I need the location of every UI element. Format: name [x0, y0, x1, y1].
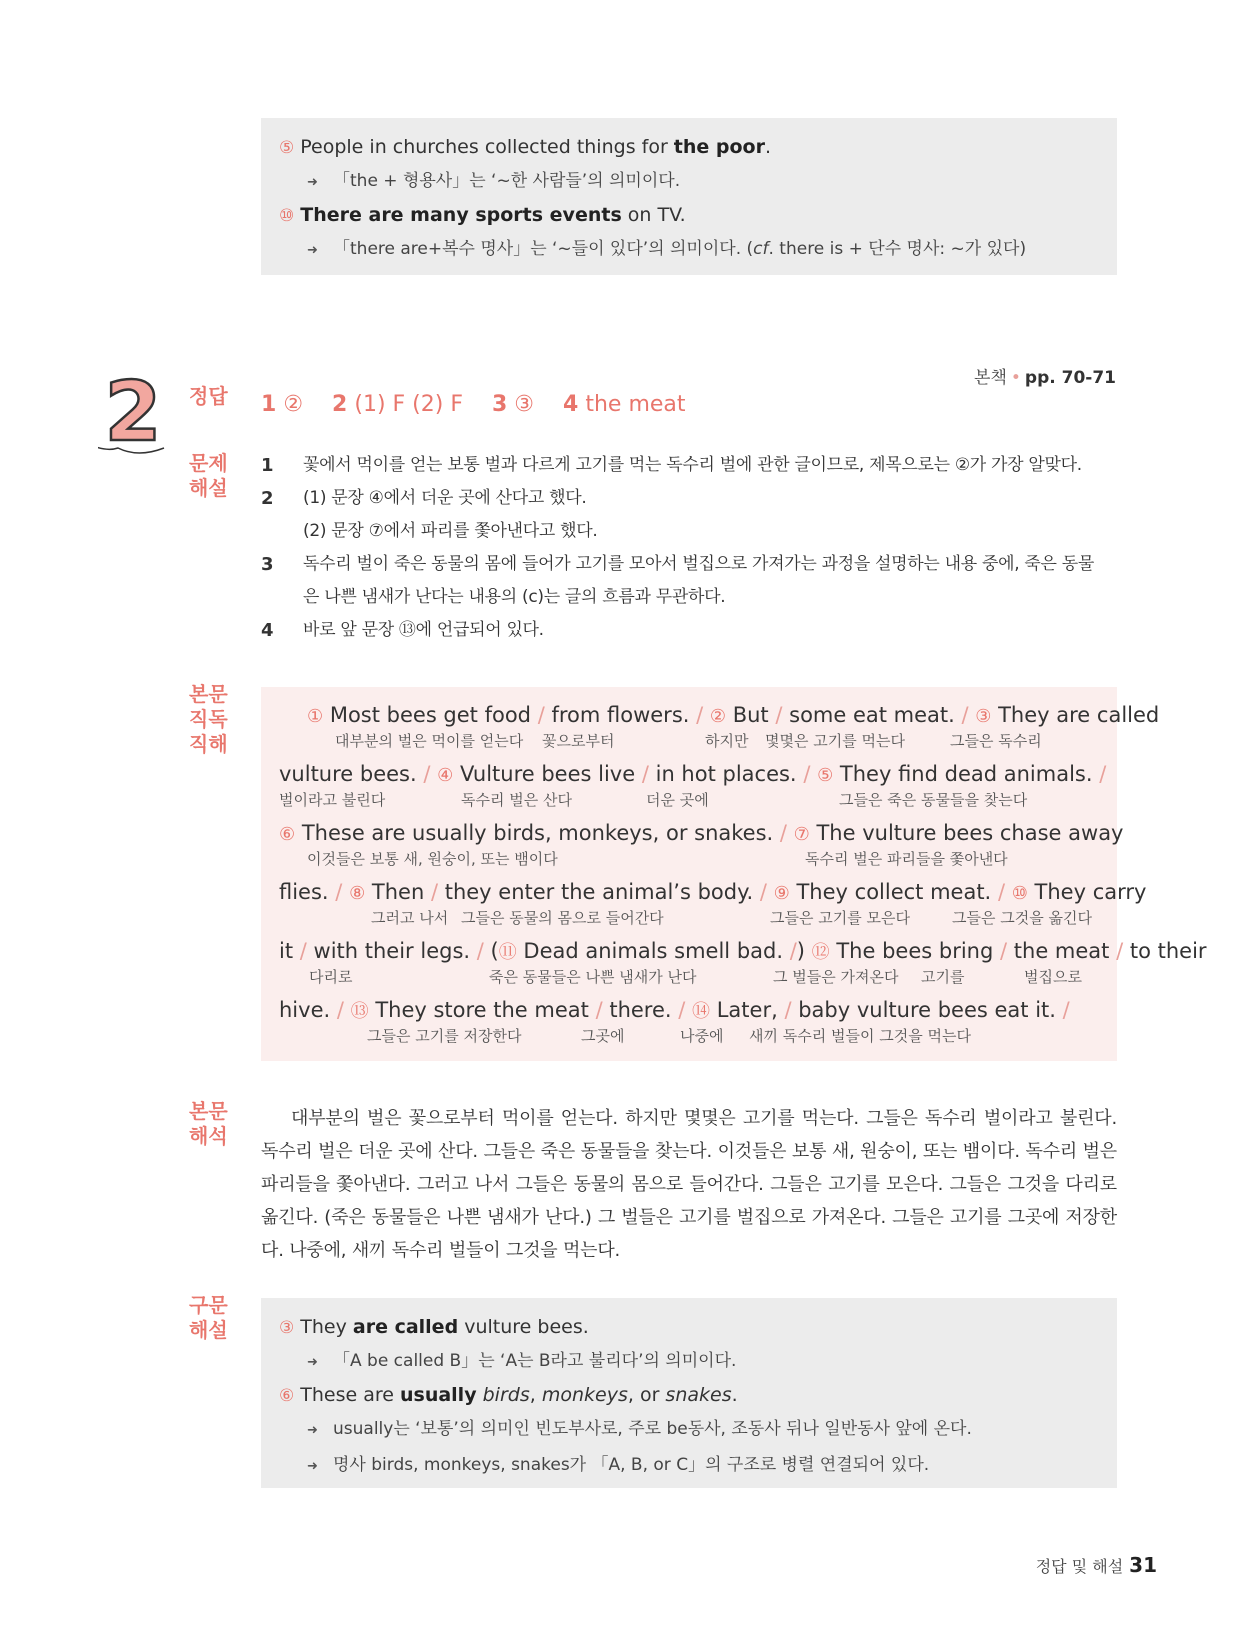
answer-label: 정답	[189, 384, 228, 408]
reading-line: vulture bees. / ④ Vulture bees live / in hot places. / ⑤ They find dead animals. / 벌이라고 불린다 독수리 벌은 산다 더운 곳에 그들은 죽은 동물들을 찾는다	[279, 762, 1107, 809]
reading-line: ⑥ These are usually birds, monkeys, or snakes. / ⑦ The vulture bees chase away 이것들은 보통 새, 원숭이, 또는 뱀이다 독수리 벌은 파리들을 쫓아낸다	[279, 821, 1124, 868]
answer-row	[261, 392, 708, 417]
arrow-icon: ➜	[307, 175, 318, 190]
grammar-line: ⑩ There are many sports events on TV.	[279, 204, 686, 226]
grammar-note: ➜ usually는 ‘보통’의 의미인 빈도부사로, 주로 be동사, 조동사 뒤나 일반동사 앞에 온다.	[279, 1412, 1099, 1448]
sentence-number: ⑩	[279, 206, 295, 226]
grammar-note: ➜ 「there are+복수 명사」는 ‘~들이 있다’의 의미이다. (cf. there is + 단수 명사: ~가 있다)	[279, 232, 1099, 268]
reading-line: it / with their legs. / (⑪ Dead animals smell bad. /) ⑫ The bees bring / the meat / to their 다리로 죽은 동물들은 나쁜 냄새가 난다 그 벌들은 가져온다 고기를 벌집으로	[279, 939, 1207, 986]
answer-4: 4 the meat	[563, 392, 686, 417]
answer-2: 2 (1) F (2) F	[332, 392, 463, 417]
grammar-line: ⑤ People in churches collected things for the poor.	[279, 136, 772, 158]
answer-3: 3 ③	[491, 392, 535, 417]
section-number: 2	[104, 372, 162, 460]
explanation-item: 1 꽃에서 먹이를 얻는 보통 벌과 다르게 고기를 먹는 독수리 벌에 관한 글이므로, 제목으로는 ②가 가장 알맞다.	[261, 455, 1082, 476]
translation-label: 본문 해석	[189, 1099, 228, 1148]
explanation-item: 3 독수리 벌이 죽은 동물의 몸에 들어가 고기를 모아서 벌집으로 가져가는 과정을 설명하는 내용 중에, 죽은 동물	[261, 554, 1095, 575]
grammar-label: 구문 해설	[189, 1293, 228, 1342]
explanation-item-cont: (2) 문장 ⑦에서 파리를 쫓아낸다고 했다.	[303, 521, 598, 541]
grammar-note: ➜ 명사 birds, monkeys, snakes가 「A, B, or C」의 구조로 병렬 연결되어 있다.	[279, 1448, 1099, 1484]
grammar-line: ⑥ These are usually birds, monkeys, or snakes.	[279, 1384, 738, 1406]
reading-line: ① Most bees get food / from flowers. / ② But / some eat meat. / ③ They are called 대부분의 벌은 먹이를 얻는다 꽃으로부터 하지만 몇몇은 고기를 먹는다 그들은 독수리	[307, 703, 1160, 750]
page-footer: 정답 및 해설 31	[1035, 1553, 1157, 1577]
page-number: 31	[1129, 1553, 1157, 1577]
direct-reading-box	[261, 687, 1207, 1061]
arrow-icon: ➜	[307, 1423, 318, 1438]
grammar-note: ➜ 「A be called B」는 ‘A는 B라고 불리다’의 의미이다.	[279, 1344, 1099, 1380]
arrow-icon: ➜	[307, 1355, 318, 1370]
answer-1: 1 ②	[261, 392, 304, 417]
grammar-line: ③ They are called vulture bees.	[279, 1316, 589, 1338]
arrow-icon: ➜	[307, 243, 318, 258]
translation-paragraph: 대부분의 벌은 꽃으로부터 먹이를 얻는다. 하지만 몇몇은 고기를 먹는다. 그들은 독수리 벌이라고 불린다. 독수리 벌은 더운 곳에 산다. 그들은 죽은 동물들을 찾는다. 이것들은 보통 새, 원숭이, 또는 뱀이다. 독수리 벌은 파리들을 쫓아낸다. 그러고 나서 그들은 동물의 몸으로 들어간다. 그들은 고기를 모은다. 그들은 그것을 다리로 옮긴다. (죽은 동물들은 나쁜 냄새가 난다.) 그 벌들은 고기를 벌집으로 가져온다. 그들은 고기를 그곳에 저장한다. 나중에, 새끼 독수리 벌들이 그것을 먹는다.	[261, 1108, 1117, 1261]
grammar-note: ➜ 「the + 형용사」는 ‘~한 사람들’의 의미이다.	[279, 164, 1099, 200]
reading-label: 본문 직독 직해	[189, 682, 228, 756]
page-reference: 본책 • pp. 70-71	[974, 368, 1116, 388]
arrow-icon: ➜	[307, 1459, 318, 1474]
bullet-icon: •	[1010, 368, 1021, 388]
section-number-graphic	[98, 372, 168, 462]
sentence-number: ⑤	[279, 138, 295, 158]
explanation-item: 4 바로 앞 문장 ⑬에 언급되어 있다.	[261, 620, 544, 641]
reading-line: flies. / ⑧ Then / they enter the animal’s body. / ⑨ They collect meat. / ⑩ They carry 그러고 나서 그들은 동물의 몸으로 들어간다 그들은 고기를 모은다 그들은 그것을 옮긴다	[279, 880, 1147, 927]
explanation-item-cont: 은 나쁜 냄새가 난다는 내용의 (c)는 글의 흐름과 무관하다.	[303, 587, 726, 607]
grammar-box-previous	[261, 118, 1117, 275]
explanation-list	[261, 449, 1117, 647]
explanation-label: 문제 해설	[189, 451, 228, 500]
reading-line: hive. / ⑬ They store the meat / there. / ⑭ Later, / baby vulture bees eat it. / 그들은 고기를 저장한다 그곳에 나중에 새끼 독수리 벌들이 그것을 먹는다	[279, 998, 1070, 1045]
slash-divider: /	[537, 703, 545, 727]
explanation-item: 2 (1) 문장 ④에서 더운 곳에 산다고 했다.	[261, 488, 587, 509]
grammar-box	[261, 1298, 1117, 1488]
